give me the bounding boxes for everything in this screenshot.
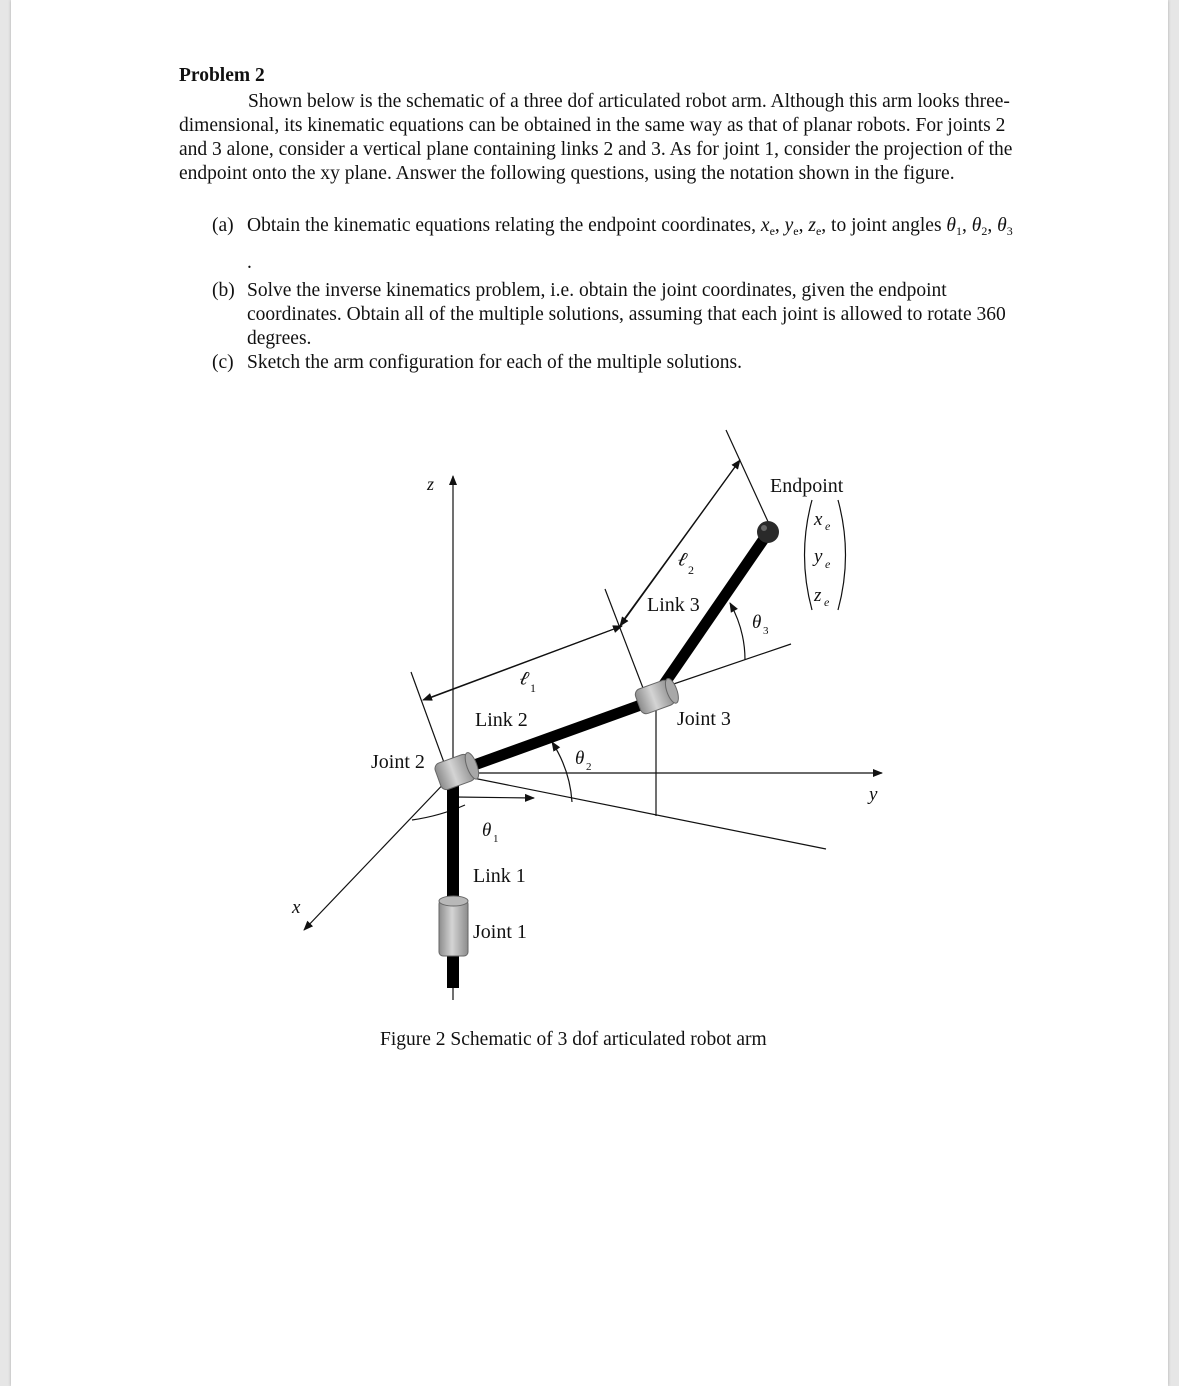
link2-label: Link 2 <box>475 709 528 731</box>
figure-caption: Figure 2 Schematic of 3 dof articulated robot arm <box>380 1029 767 1050</box>
projection-line <box>453 774 826 849</box>
vector-right-paren <box>838 500 846 610</box>
subscript-e: e <box>769 224 775 238</box>
subscript-e: e <box>793 224 799 238</box>
var-theta2: θ <box>971 215 982 236</box>
ze-subscript: e <box>824 595 830 609</box>
theta3-arc <box>730 603 745 660</box>
joint1-cylinder-top <box>439 896 468 906</box>
subscript-1: 1 <box>956 224 963 238</box>
x-axis-label: x <box>292 897 301 918</box>
l2-extension <box>726 430 770 526</box>
question-label: (a) <box>212 215 234 236</box>
l1-label: ℓ <box>517 666 531 691</box>
l2-subscript: 2 <box>688 563 694 577</box>
theta1-subscript: 1 <box>493 833 499 845</box>
theta1-arrow <box>455 797 534 798</box>
y-axis-label: y <box>869 784 878 805</box>
question-text: Obtain the kinematic equations relating the endpoint coordinates, <box>247 215 761 236</box>
question-a: (a) Obtain the kinematic equations relating the endpoint coordinates, $x_e$, $y_e$, $z_e$, to joint angles $\theta_1$, $\theta_2$, $\theta_3$ . <box>179 210 1019 279</box>
joint1-label: Joint 1 <box>473 921 527 943</box>
var-theta1: θ <box>946 215 957 236</box>
joint3-label: Joint 3 <box>677 708 731 730</box>
theta1-label: θ <box>482 820 492 841</box>
joint1-cylinder <box>439 900 468 956</box>
joint2-label: Joint 2 <box>371 751 425 773</box>
link3-label: Link 3 <box>647 594 700 616</box>
var-y: y <box>784 215 794 236</box>
joint2-cylinder <box>433 751 481 791</box>
theta2-arc <box>552 742 572 802</box>
ye-subscript: e <box>825 557 831 571</box>
var-x: x <box>760 215 770 236</box>
theta2-subscript: 2 <box>586 761 592 773</box>
question-label: (b) <box>212 280 235 301</box>
question-text: Sketch the arm configuration for each of the multiple solutions. <box>247 352 742 373</box>
theta3-subscript: 3 <box>763 625 769 637</box>
theta2-label: θ <box>575 748 585 769</box>
ze-label: z <box>814 585 822 606</box>
l1-extension-right <box>605 589 643 688</box>
ye-label: y <box>814 546 823 567</box>
theta3-label: θ <box>752 612 762 633</box>
problem-intro: Shown below is the schematic of a three dof articulated robot arm. Although this arm looks three-dimensional, its kinematic equations can be obtained in the same way as that of planar robots. For joints 2 and 3 alone, consider a vertical plane containing links 2 and 3. As for joint 1, consider the projection of the endpoint onto the xy plane. Answer the following questions, using the notation shown in the figure. <box>179 91 1013 184</box>
x-axis <box>304 775 452 930</box>
question-text: to joint angles <box>831 215 947 236</box>
z-axis-label: z <box>427 474 435 494</box>
question-text: Solve the inverse kinematics problem, i.e. obtain the joint coordinates, given the endpoint coordinates. Obtain all of the multiple solutions, assuming that each joint is allowed to rotate 360 degrees. <box>247 280 1006 349</box>
subscript-e: e <box>815 224 822 238</box>
subscript-3: 3 <box>1006 224 1013 238</box>
vector-left-paren <box>805 500 813 610</box>
question-label: (c) <box>212 352 234 373</box>
subscript-2: 2 <box>981 224 988 238</box>
endpoint-label: Endpoint <box>770 475 844 497</box>
endpoint-ball <box>757 521 779 543</box>
endpoint-highlight <box>761 525 767 531</box>
var-z: z <box>808 215 816 236</box>
l1-subscript: 1 <box>530 681 536 695</box>
problem-title: Problem 2 <box>179 65 265 86</box>
var-theta3: θ <box>997 215 1007 236</box>
xe-subscript: e <box>825 519 831 533</box>
link1-label: Link 1 <box>473 865 526 887</box>
xe-label: x <box>814 509 823 530</box>
l2-label: ℓ <box>675 547 690 572</box>
